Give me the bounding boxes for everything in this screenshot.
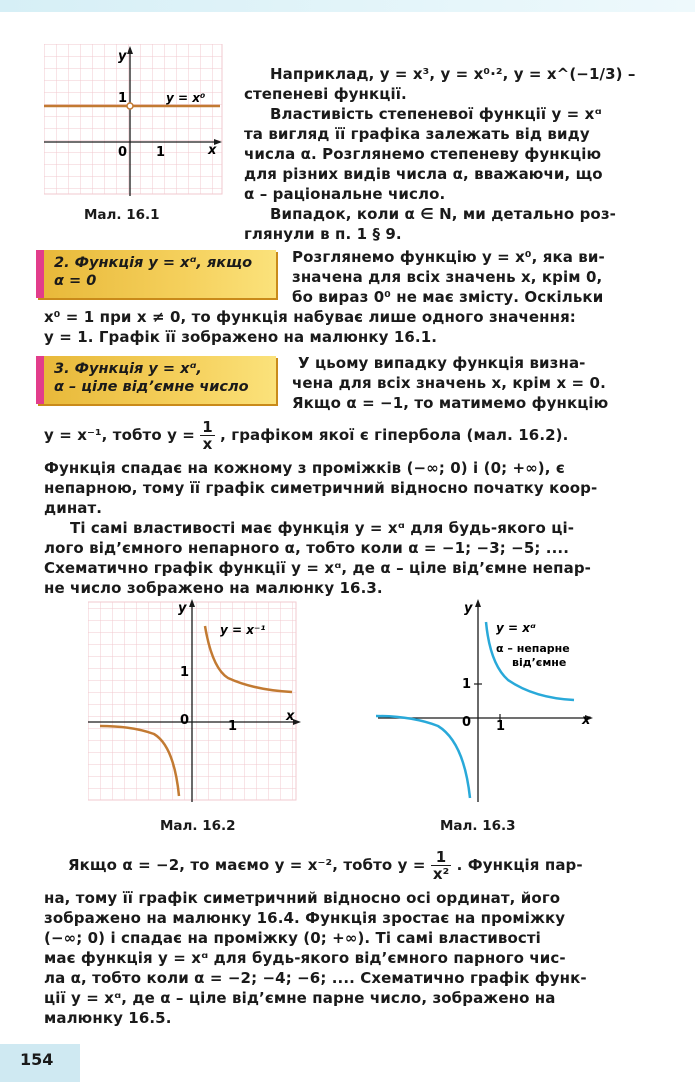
section4-line5: має функція y = xᵅ для будь-якого від’ємного парного чис- bbox=[44, 949, 566, 967]
section4-line4: (−∞; 0) і спадає на проміжку (0; +∞). Ті самі властивості bbox=[44, 929, 541, 947]
heading2-line1: 2. Функція y = xᵅ, якщо bbox=[54, 255, 253, 271]
intro-line1: Наприклад, y = x³, y = x⁰·², y = x^(−1/3) – bbox=[270, 65, 636, 83]
label-y: y bbox=[178, 601, 187, 616]
section-heading-2 bbox=[36, 250, 276, 298]
label-0: 0 bbox=[462, 715, 472, 730]
heading2-line2: α = 0 bbox=[54, 273, 97, 289]
hyperbola-left bbox=[376, 716, 470, 798]
intro-line5: числа α. Розглянемо степеневу функцію bbox=[244, 145, 602, 163]
grid bbox=[44, 44, 222, 194]
y-axis-arrow bbox=[475, 599, 481, 607]
label-1x: 1 bbox=[496, 719, 506, 734]
label-1y: 1 bbox=[118, 91, 128, 106]
curve-label: y = x⁻¹ bbox=[220, 623, 266, 637]
excluded-point bbox=[127, 103, 133, 109]
section2-line1: Розглянемо функцію y = x⁰, яка ви- bbox=[292, 248, 605, 266]
section2-line4: x⁰ = 1 при x ≠ 0, то функція набуває лише одного значення: bbox=[44, 308, 576, 326]
top-band bbox=[0, 0, 695, 12]
frac1-num: 1 bbox=[202, 418, 213, 436]
label-1x: 1 bbox=[228, 719, 238, 734]
section4-line7: ції y = xᵅ, де α – ціле від’ємне парне число, зображено на bbox=[44, 989, 556, 1007]
figure-16-1 bbox=[44, 44, 224, 204]
intro-paragraph bbox=[244, 64, 639, 244]
section3-line5: Функція спадає на кожному з проміжків (−∞; 0) і (0; +∞), є bbox=[44, 459, 565, 477]
label-1y: 1 bbox=[180, 665, 190, 680]
intro-line7: α – раціональне число. bbox=[244, 185, 446, 203]
caption-16-3: Мал. 16.3 bbox=[440, 818, 516, 834]
section4-paragraph bbox=[44, 888, 654, 1028]
label-1y: 1 bbox=[462, 677, 472, 692]
section3-line4a: y = x⁻¹, тобто y = bbox=[44, 426, 195, 444]
page-number-box bbox=[0, 1044, 80, 1082]
section2-paragraph-cont bbox=[44, 307, 644, 347]
curve-label: y = x⁰ bbox=[166, 91, 206, 105]
fraction-1-over-x2 bbox=[431, 849, 451, 882]
frac2-den: x² bbox=[432, 865, 450, 883]
caption-16-1: Мал. 16.1 bbox=[84, 207, 160, 223]
section3-paragraph-cont bbox=[44, 458, 654, 598]
figure-16-3 bbox=[368, 596, 598, 804]
figure-16-2 bbox=[88, 596, 304, 804]
curve-label: y = xᵅ bbox=[496, 621, 536, 635]
frac2-num: 1 bbox=[431, 849, 451, 866]
section3-line1: У цьому випадку функція визна- bbox=[298, 354, 586, 372]
section3-line4b: , графіком якої є гіпербола (мал. 16.2). bbox=[220, 426, 569, 444]
label-y: y bbox=[464, 601, 473, 616]
section3-line3: Якщо α = −1, то матимемо функцію bbox=[292, 394, 609, 412]
intro-line4: та вигляд її графіка залежать від виду bbox=[244, 125, 590, 143]
note-line2: від’ємне bbox=[512, 656, 567, 669]
section4-line6: ла α, тобто коли α = −2; −4; −6; .... Схематично графік функ- bbox=[44, 969, 587, 987]
intro-line2: степеневі функції. bbox=[244, 85, 407, 103]
intro-line8: Випадок, коли α ∈ N, ми детально роз- bbox=[270, 205, 616, 223]
section3-line6: непарною, тому її графік симетричний відносно початку коор- bbox=[44, 479, 598, 497]
fraction-1-over-x bbox=[200, 419, 215, 452]
section3-line2: чена для всіх значень x, крім x = 0. bbox=[292, 374, 606, 392]
section3-line10: Схематично графік функції y = xᵅ, де α – ціле від’ємне непар- bbox=[44, 559, 592, 577]
caption-16-2: Мал. 16.2 bbox=[160, 818, 236, 834]
label-x: x bbox=[208, 143, 217, 158]
heading3-line2: α – ціле від’ємне число bbox=[54, 379, 249, 395]
section3-formula-line bbox=[44, 418, 654, 452]
intro-line6: для різних видів числа α, вважаючи, що bbox=[244, 165, 603, 183]
section3-line9: лого від’ємного непарного α, тобто коли α = −1; −3; −5; .... bbox=[44, 539, 569, 557]
intro-line9: глянули в п. 1 § 9. bbox=[244, 225, 402, 243]
section4-line1a: Якщо α = −2, то маємо y = x⁻², тобто y = bbox=[68, 856, 426, 874]
section3-line8: Ті самі властивості має функція y = xᵅ для будь-якого ці- bbox=[70, 519, 575, 537]
label-x: x bbox=[582, 713, 591, 728]
heading3-line1: 3. Функція y = xᵅ, bbox=[54, 361, 202, 377]
section3-line11: не число зображено на малюнку 16.3. bbox=[44, 579, 383, 597]
section4-line1b: . Функція пар- bbox=[456, 856, 583, 874]
section-heading-3 bbox=[36, 356, 276, 404]
section2-line5: y = 1. Графік її зображено на малюнку 16.1. bbox=[44, 328, 438, 346]
label-0: 0 bbox=[180, 713, 190, 728]
section4-line3: зображено на малюнку 16.4. Функція зростає на проміжку bbox=[44, 909, 566, 927]
label-x: x bbox=[286, 709, 295, 724]
note-line1: α – непарне bbox=[496, 642, 570, 655]
section4-line8: малюнку 16.5. bbox=[44, 1009, 172, 1027]
section4-line2: на, тому її графік симетричний відносно осі ординат, його bbox=[44, 889, 561, 907]
label-y: y bbox=[118, 49, 127, 64]
label-0: 0 bbox=[118, 145, 128, 160]
page-number: 154 bbox=[20, 1050, 54, 1069]
section2-line2: значена для всіх значень x, крім 0, bbox=[292, 268, 603, 286]
section2-paragraph bbox=[292, 247, 642, 307]
section4-formula-line bbox=[44, 848, 654, 882]
frac1-den: x bbox=[202, 435, 213, 453]
intro-line3: Властивість степеневої функції y = xᵅ bbox=[270, 105, 602, 123]
label-1x: 1 bbox=[156, 145, 166, 160]
section3-line7: динат. bbox=[44, 499, 103, 517]
section2-line3: бо вираз 0⁰ не має змісту. Оскільки bbox=[292, 288, 604, 306]
section3-paragraph bbox=[292, 353, 642, 413]
